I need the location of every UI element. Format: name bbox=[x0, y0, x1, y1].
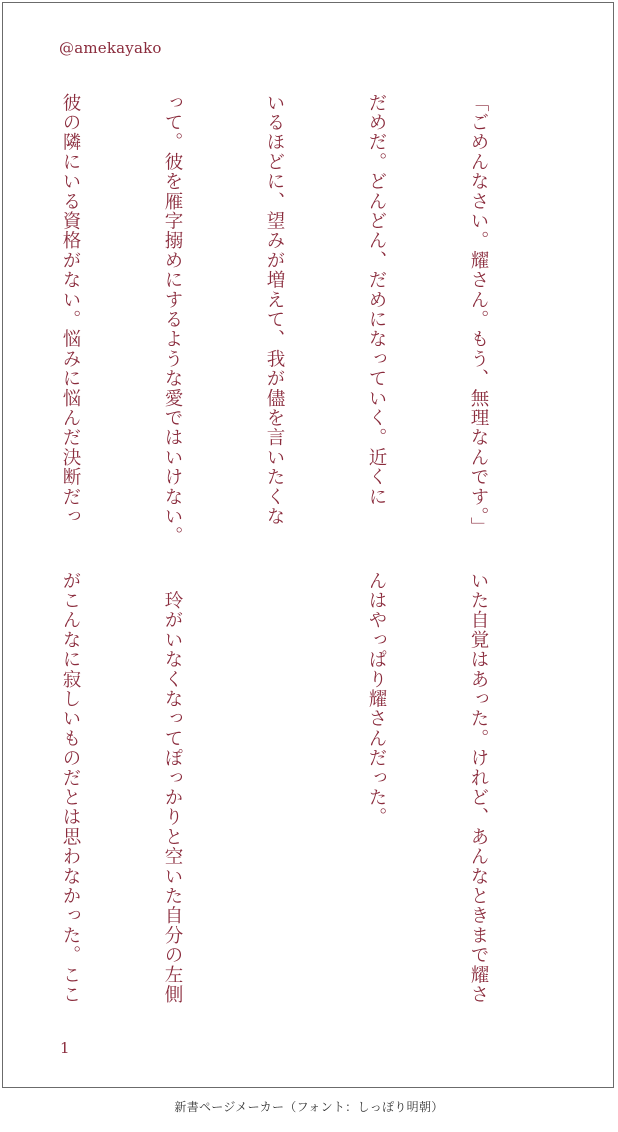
page-number: 1 bbox=[60, 1039, 70, 1057]
text-line: がこんなに寂しいものだとは思わなかった。ここ bbox=[60, 571, 81, 1005]
text-line: いた自覚はあった。けれど、あんなときまで耀さ bbox=[468, 571, 489, 1005]
text-line: いるほどに、望みが増えて、我が儘を言いたくな bbox=[264, 93, 285, 527]
text-line: 「ごめんなさい。耀さん。もう、無理なんです。」 bbox=[468, 93, 489, 537]
book-page bbox=[2, 2, 614, 1088]
text-line: んはやっぱり耀さんだった。 bbox=[366, 571, 387, 828]
text-line bbox=[257, 571, 291, 1021]
text-line: って。彼を雁字搦めにするような愛ではいけない。 bbox=[162, 93, 183, 547]
text-line: 彼の隣にいる資格がない。悩みに悩んだ決断だっ bbox=[60, 93, 81, 527]
author-handle: @amekayako bbox=[59, 39, 162, 57]
text-line: だめだ。どんどん、だめになっていく。近くに bbox=[366, 93, 387, 507]
text-line: 玲がいなくなってぽっかりと空いた自分の左側 bbox=[162, 571, 183, 1005]
upper-text-block bbox=[0, 93, 563, 547]
lower-text-block bbox=[0, 571, 563, 1021]
footer-caption: 新書ページメーカー（フォント：しっぽり明朝） bbox=[174, 1100, 444, 1114]
